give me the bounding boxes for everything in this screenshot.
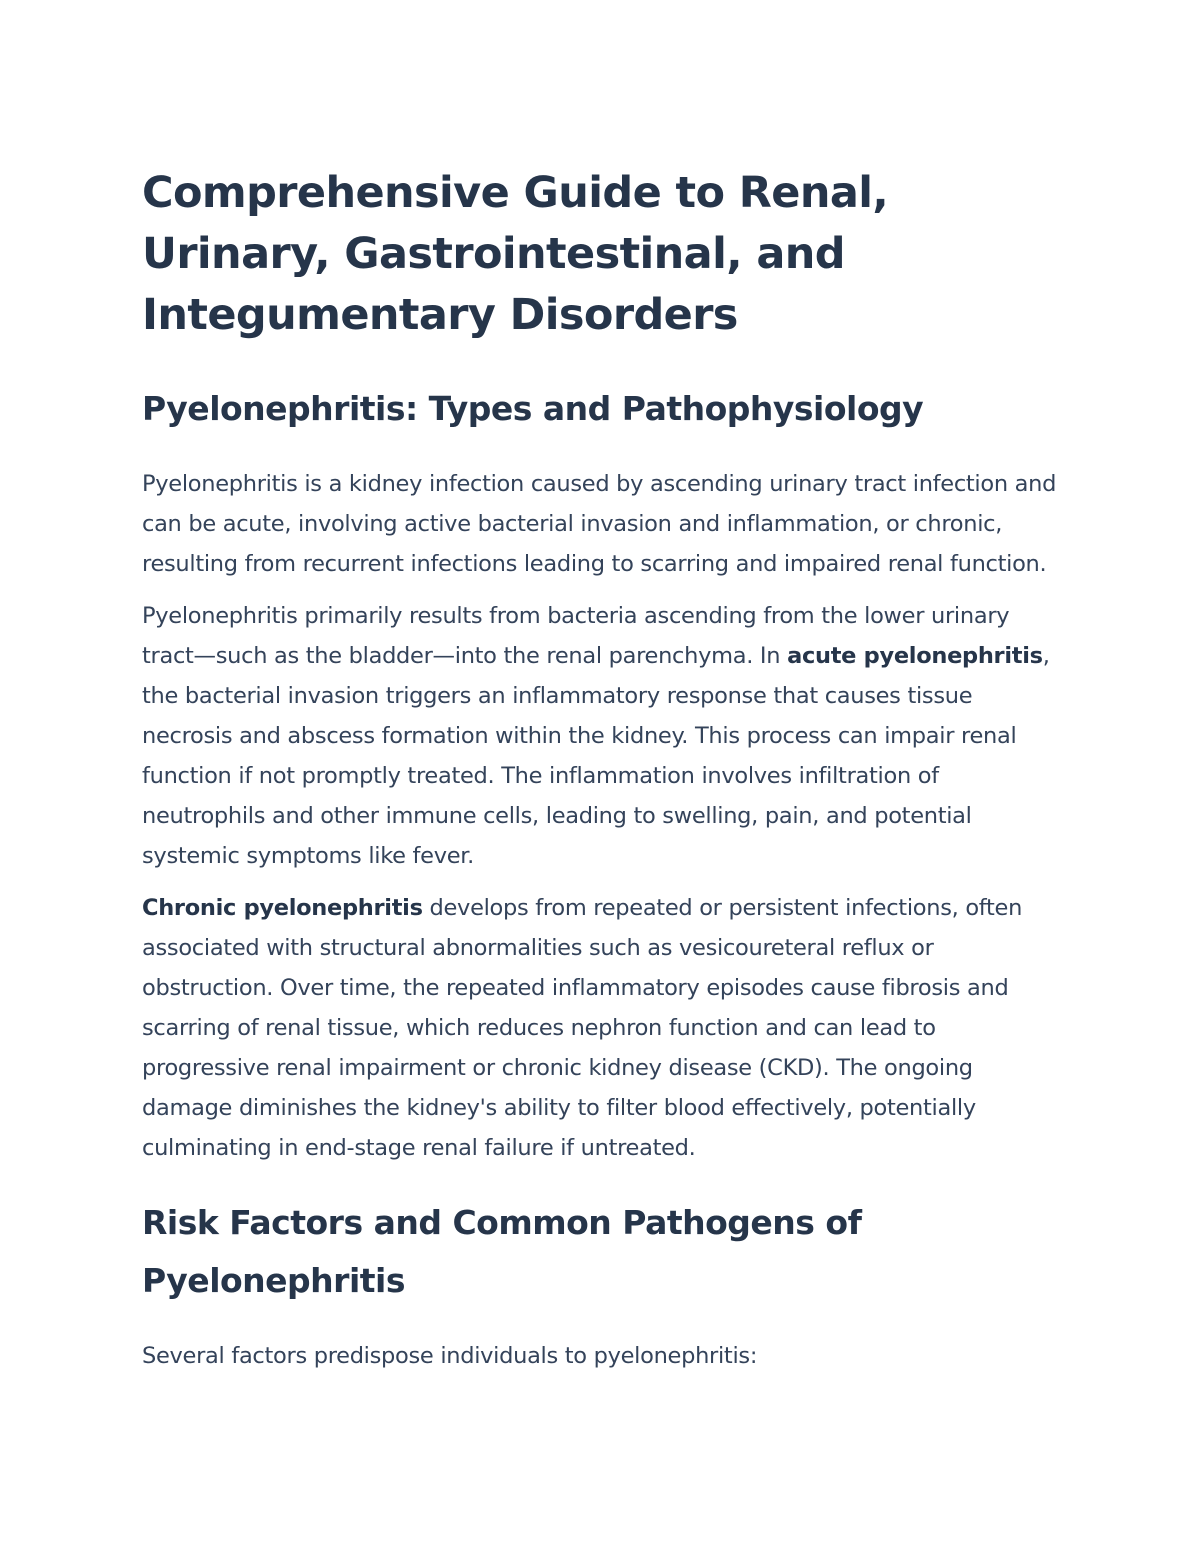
paragraph-acute-pyelonephritis [142, 596, 1062, 876]
paragraph-text: Pyelonephritis primarily results from bacteria ascending from the lower urinary tract—such as the bladder—into the renal parenchyma. In [142, 603, 1010, 669]
section-heading-risk-factors: Risk Factors and Common Pathogens of Pyelonephritis [142, 1203, 862, 1300]
section-heading-pyelonephritis-types: Pyelonephritis: Types and Pathophysiology [142, 389, 924, 428]
paragraph-definition: Pyelonephritis is a kidney infection caused by ascending urinary tract infection and can be acute, involving active bacterial invasion and inflammation, or chronic, resulting from recurrent infections leading to scarring and impaired renal function. [142, 471, 1057, 577]
bold-term-chronic: Chronic pyelonephritis [142, 895, 423, 921]
paragraph-risk-intro: Several factors predispose individuals to pyelonephritis: [142, 1343, 758, 1369]
paragraph-text: , the bacterial invasion triggers an inflammatory response that causes tissue necrosis and abscess formation within the kidney. This process can impair renal function if not promptly treated. The inflammation involves infiltration of neutrophils and other immune cells, leading to swelling, pain, and potential systemic symptoms like fever. [142, 643, 1050, 869]
paragraph-chronic-pyelonephritis [142, 888, 1062, 1168]
paragraph-text: develops from repeated or persistent infections, often associated with structural abnormalities such as vesicoureteral reflux or obstruction. Over time, the repeated inflammatory episodes cause fibrosis and scarring of renal tissue, which reduces nephron function and can lead to progressive renal impairment or chronic kidney disease (CKD). The ongoing damage diminishes the kidney's ability to filter blood effectively, potentially culminating in end-stage renal failure if untreated. [142, 895, 1023, 1161]
bold-term-acute: acute pyelonephritis [787, 643, 1043, 669]
document-page [142, 163, 1062, 1376]
document-title: Comprehensive Guide to Renal, Urinary, Gastrointestinal, and Integumentary Disorders [142, 168, 889, 340]
